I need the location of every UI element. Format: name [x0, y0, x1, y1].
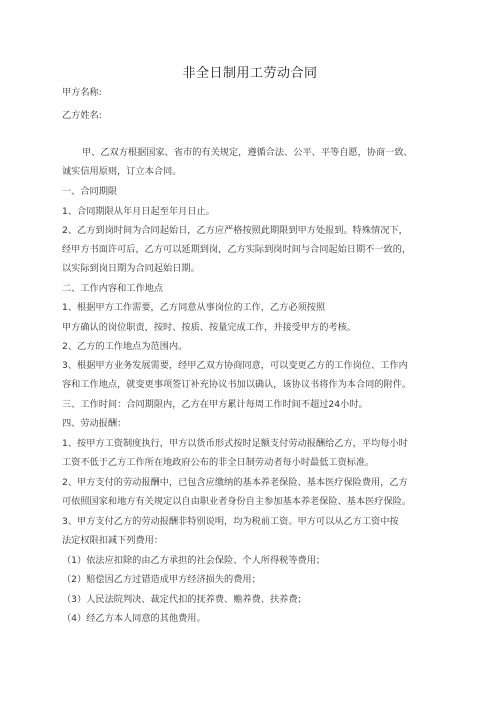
- paragraph-line: 法定权限扣减下列费用：: [62, 535, 164, 546]
- list-item: （1）依法应扣除的由乙方承担的社会保险、个人所得税等费用；: [62, 555, 326, 566]
- list-item: （3）人民法院判决、裁定代扣的抚养费、赡养费、扶养费；: [62, 594, 307, 605]
- paragraph-line: 工资不低于乙方工作所在地政府公布的非全日制劳动者每小时最低工资标准。: [62, 457, 375, 468]
- list-item: （2）赔偿因乙方过错造成甲方经济损失的费用；: [62, 574, 261, 585]
- paragraph-line: 1、根据甲方工作需要，乙方同意从事岗位的工作，乙方必须按照: [62, 302, 326, 313]
- paragraph-line: 3、甲方支付乙方的劳动报酬非特别说明，均为税前工资。甲方可以从乙方工资中按: [62, 516, 399, 527]
- paragraph-line: 甲、乙双方根据国家、省市的有关规定，遵循合法、公平、平等自愿，协商一致、: [82, 147, 413, 158]
- paragraph-line: 经甲方书面许可后，乙方可以延期到岗，乙方实际到岗时间与合同起始日期不一致的，: [62, 244, 412, 255]
- paragraph-line: 2、甲方支付的劳动报酬中，已包含应缴纳的基本养老保险、基本医疗保险费用，乙方: [62, 477, 408, 488]
- party-b-label: 乙方姓名:: [62, 110, 102, 121]
- paragraph-line: 诚实信用原则，订立本合同。: [62, 166, 182, 177]
- section-heading: 三、工作时间：合同期限内，乙方在甲方累计每周工作时间不超过24小时。: [62, 399, 368, 410]
- section-heading: 四、劳动报酬：: [62, 418, 127, 429]
- paragraph-line: 1、按甲方工资制度执行，甲方以货币形式按时足额支付劳动报酬给乙方，平均每小时: [62, 438, 408, 449]
- paragraph-line: 2、乙方到岗时间为合同起始日，乙方应严格按照此期限到甲方处报到。特殊情况下，: [62, 225, 408, 236]
- paragraph-line: 容和工作地点，就变更事项签订补充协议书加以确认，该协议书将作为本合同的附件。: [62, 379, 412, 390]
- paragraph-line: 1、合同期限从年月日起至年月日止。: [62, 206, 215, 217]
- document-title: 非全日制用工劳动合同: [182, 66, 318, 81]
- section-heading: 二、工作内容和工作地点: [62, 283, 164, 294]
- paragraph-line: 3、根据甲方业务发展需要，经甲乙双方协商同意，可以变更乙方的工作岗位、工作内: [62, 360, 408, 371]
- list-item: （4）经乙方本人同意的其他费用。: [62, 613, 206, 624]
- paragraph-line: 以实际到岗日期为合同起始日期。: [62, 263, 200, 274]
- paragraph-line: 可依照国家和地方有关规定以自由职业者身份自主参加基本养老保险、基本医疗保险。: [62, 496, 412, 507]
- paragraph-line: 甲方确认的岗位职责，按时、按质、按量完成工作，并接受甲方的考核。: [62, 322, 356, 333]
- party-a-label: 甲方名称:: [62, 87, 102, 98]
- section-heading: 一、合同期限: [62, 186, 118, 197]
- paragraph-line: 2、乙方的工作地点为范围内。: [62, 341, 188, 352]
